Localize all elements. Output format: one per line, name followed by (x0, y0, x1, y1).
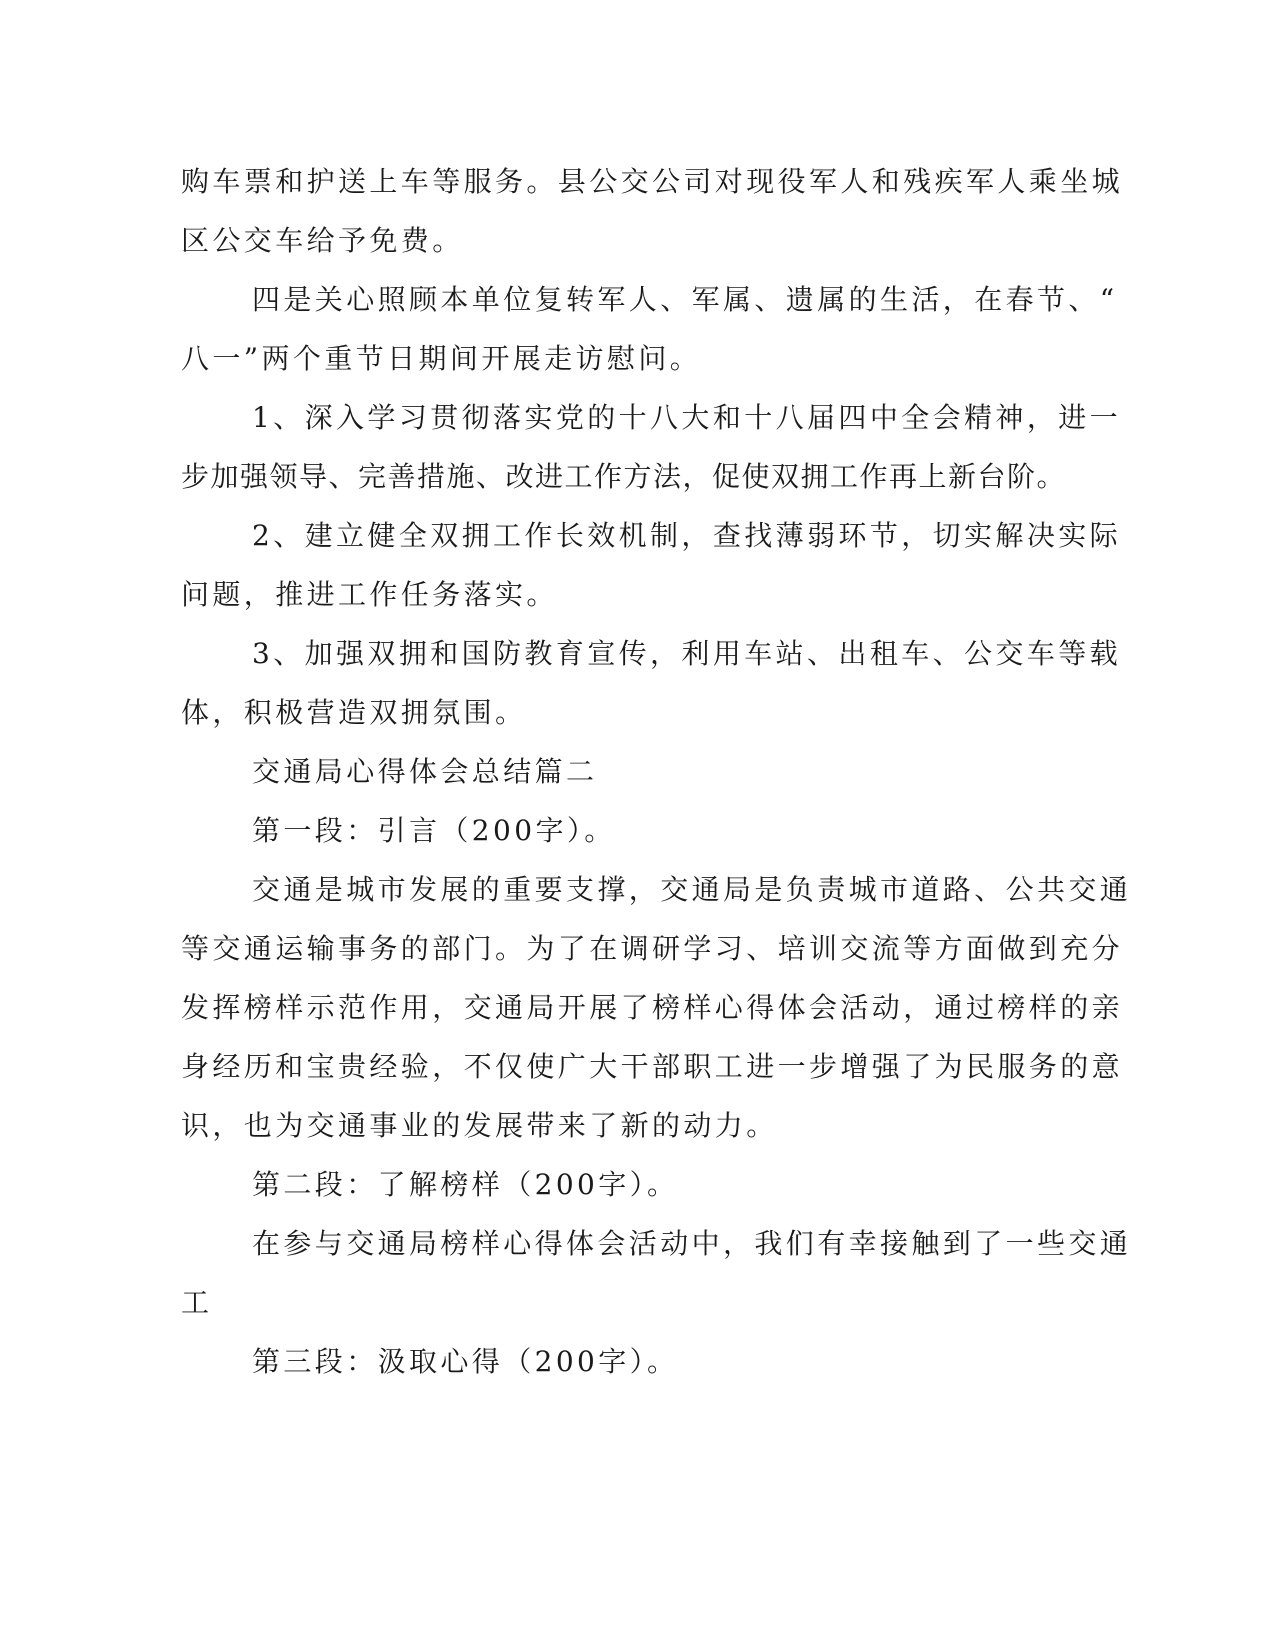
body-line: 区公交车给予免费。 (181, 224, 464, 257)
body-line: 2、建立健全双拥工作长效机制，查找薄弱环节，切实解决实际 (252, 519, 1122, 552)
body-line: 购车票和护送上车等服务。县公交公司对现役军人和残疾军人乘坐城 (181, 165, 1124, 198)
body-line: 识，也为交通事业的发展带来了新的动力。 (181, 1109, 778, 1142)
body-line: 八一”两个重节日期间开展走访慰问。 (181, 342, 702, 375)
body-line: 工 (181, 1286, 213, 1319)
body-line: 体，积极营造双拥氛围。 (181, 696, 527, 729)
body-line: 在参与交通局榜样心得体会活动中，我们有幸接触到了一些交通 (252, 1227, 1132, 1260)
body-line: 交通是城市发展的重要支撑，交通局是负责城市道路、公共交通 (252, 873, 1132, 906)
paragraph-heading: 第三段：汲取心得（200字）。 (252, 1345, 679, 1378)
body-line: 步加强领导、完善措施、改进工作方法，促使双拥工作再上新台阶。 (181, 460, 1067, 493)
body-line: 身经历和宝贵经验，不仅使广大干部职工进一步增强了为民服务的意 (181, 1050, 1124, 1083)
paragraph-heading: 第一段：引言（200字）。 (252, 814, 616, 847)
section-heading: 交通局心得体会总结篇二 (252, 755, 598, 788)
body-line: 3、加强双拥和国防教育宣传，利用车站、出租车、公交车等载 (252, 637, 1122, 670)
body-line: 发挥榜样示范作用，交通局开展了榜样心得体会活动，通过榜样的亲 (181, 991, 1124, 1024)
body-line: 问题，推进工作任务落实。 (181, 578, 558, 611)
paragraph-heading: 第二段：了解榜样（200字）。 (252, 1168, 679, 1201)
body-line: 1、深入学习贯彻落实党的十八大和十八届四中全会精神，进一 (252, 401, 1122, 434)
body-line: 四是关心照顾本单位复转军人、军属、遗属的生活，在春节、“ (252, 283, 1118, 316)
body-line: 等交通运输事务的部门。为了在调研学习、培训交流等方面做到充分 (181, 932, 1124, 965)
